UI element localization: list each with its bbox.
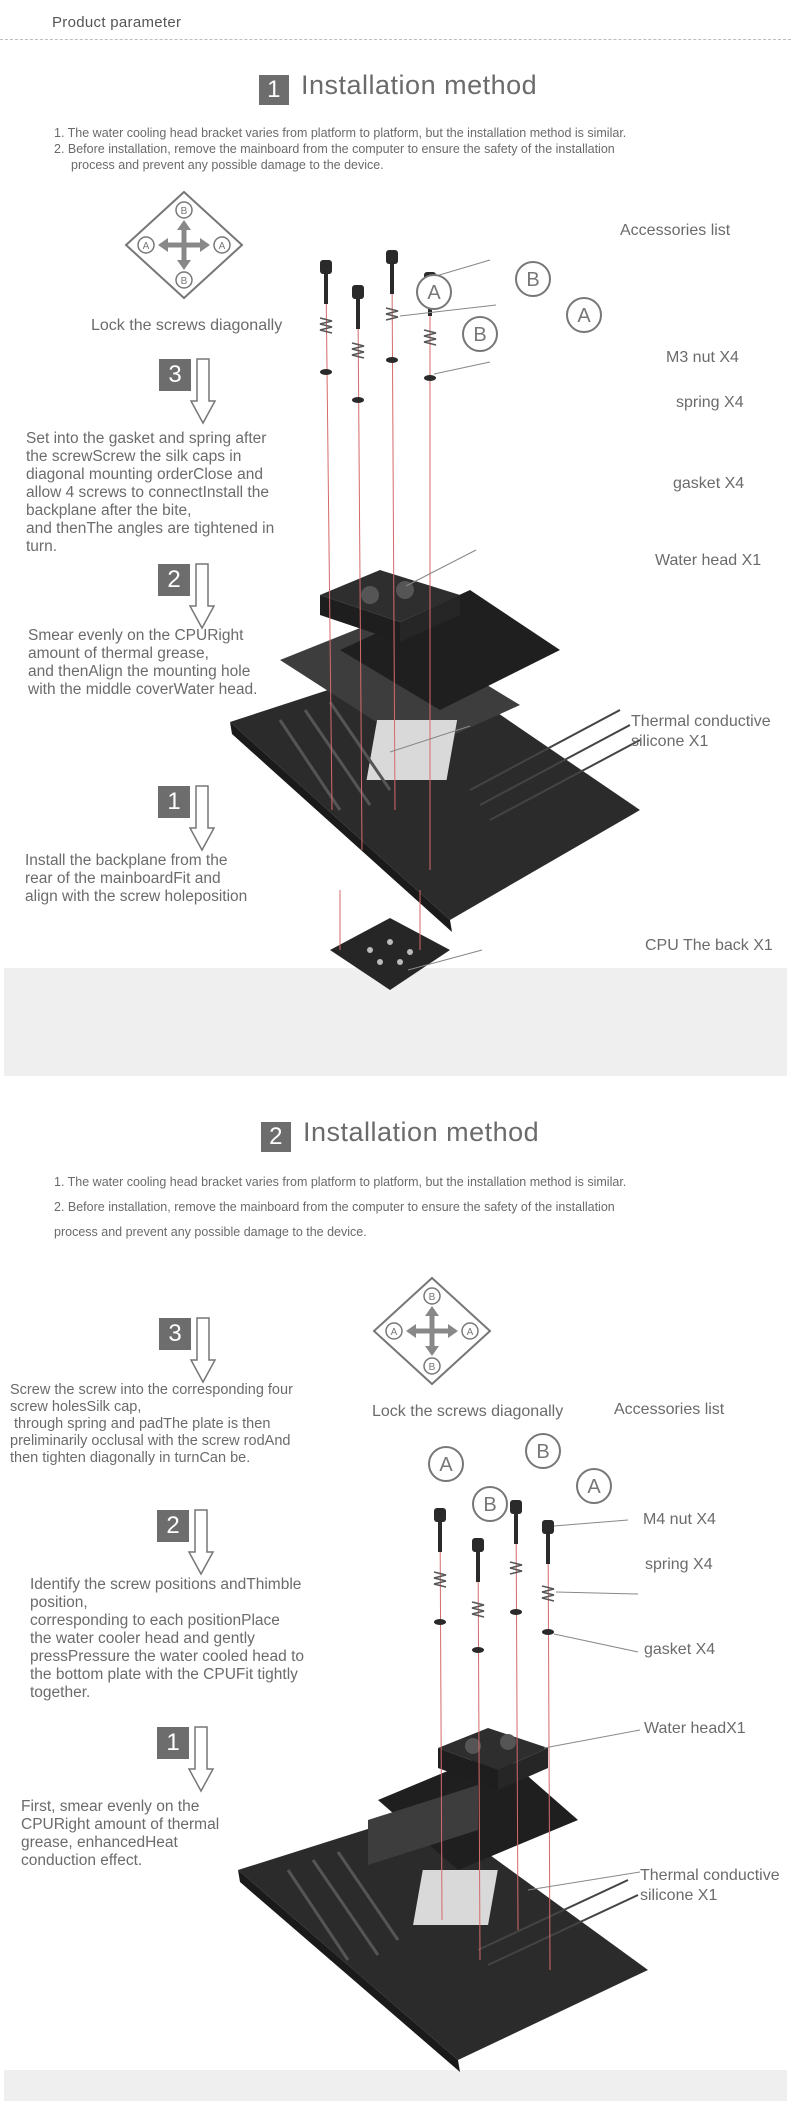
letter-b: B xyxy=(526,269,540,291)
section1-number: 1 xyxy=(259,75,289,105)
step-line: allow 4 screws to connectInstall the xyxy=(26,484,269,501)
part-label-gasket: gasket X4 xyxy=(673,475,745,492)
step-1-arrow-icon xyxy=(190,786,216,852)
step-line: Identify the screw positions andThimble xyxy=(30,1576,302,1593)
step-1-badge: 1 xyxy=(158,786,190,818)
step-line: turn. xyxy=(26,538,58,555)
screw-position-letters-2 xyxy=(426,1434,626,1524)
step-line: CPURight amount of thermal xyxy=(21,1816,220,1833)
letter-a: A xyxy=(427,282,441,304)
diagram-letter-b-top: B xyxy=(428,1292,436,1303)
letter-b: B xyxy=(483,1494,497,1516)
step-line: First, smear evenly on the xyxy=(21,1798,200,1815)
letter-a: A xyxy=(587,1476,601,1498)
step-line: through spring and padThe plate is then xyxy=(10,1416,271,1432)
section1-title-text: Installation method xyxy=(301,70,538,100)
step-line: together. xyxy=(30,1684,91,1701)
section2-title-text: Installation method xyxy=(303,1117,540,1147)
part-label-spring: spring X4 xyxy=(645,1556,713,1573)
step-2-arrow-icon xyxy=(190,564,216,630)
header-divider xyxy=(0,39,791,40)
step-line: the water cooler head and gently xyxy=(30,1630,255,1647)
step-3-badge: 3 xyxy=(159,1318,191,1350)
note-line: 1. The water cooling head bracket varies from platform to platform, but the installation method is similar. xyxy=(54,126,627,140)
step-1-badge: 1 xyxy=(157,1727,189,1759)
part-label-gasket: gasket X4 xyxy=(644,1641,716,1658)
part-label-thermal xyxy=(631,712,771,752)
step-line: Set into the gasket and spring after xyxy=(26,430,267,447)
part-label-thermal xyxy=(640,1866,780,1906)
part-label-water-head: Water head X1 xyxy=(655,552,762,569)
part-label-water-head: Water headX1 xyxy=(644,1720,746,1737)
step-line: screw holesSilk cap, xyxy=(10,1399,142,1415)
section2-footer-band xyxy=(4,2070,787,2101)
step-line: position, xyxy=(30,1594,88,1611)
accessories-list-label: Accessories list xyxy=(614,1401,725,1418)
thermal-label-line: Thermal conductive xyxy=(640,1867,780,1884)
step-line: and thenThe angles are tightened in xyxy=(26,520,275,537)
step-3-text xyxy=(10,1382,350,1467)
accessories-list-label: Accessories list xyxy=(620,222,731,239)
thermal-label-line: silicone X1 xyxy=(640,1887,718,1904)
step-line: Screw the screw into the corresponding four xyxy=(10,1382,293,1398)
section2-number: 2 xyxy=(261,1122,291,1152)
page-header-title: Product parameter xyxy=(52,14,182,31)
step-line: the screwScrew the silk caps in xyxy=(26,448,242,465)
step-line: backplane after the bite, xyxy=(26,502,192,519)
letter-b: B xyxy=(536,1441,550,1463)
section1-title xyxy=(259,70,537,105)
step-line: Smear evenly on the CPURight xyxy=(28,627,244,644)
step-line: preliminarily occlusal with the screw rodAnd xyxy=(10,1433,291,1449)
step-line: diagonal mounting orderClose and xyxy=(26,466,263,483)
diagram-letter-a-right: A xyxy=(218,241,226,252)
step-line: and thenAlign the mounting hole xyxy=(28,663,251,680)
step-line: conduction effect. xyxy=(21,1852,143,1869)
step-3-badge: 3 xyxy=(159,359,191,391)
step-line: grease, enhancedHeat xyxy=(21,1834,178,1851)
diagram-letter-a-left: A xyxy=(142,241,150,252)
step-2-arrow-icon xyxy=(189,1510,215,1576)
thermal-label-line: silicone X1 xyxy=(631,733,709,750)
lock-screws-label: Lock the screws diagonally xyxy=(91,317,283,334)
part-label-nut: M3 nut X4 xyxy=(666,349,739,366)
step-line: Install the backplane from the xyxy=(25,852,228,869)
step-2-badge: 2 xyxy=(158,564,190,596)
note-line: 2. Before installation, remove the mainboard from the computer to ensure the safety of the installation xyxy=(54,142,615,156)
diagonal-lock-diagram xyxy=(372,1276,492,1386)
exploded-view-illustration-2 xyxy=(228,1500,668,2040)
step-line: pressPressure the water cooled head to xyxy=(30,1648,304,1665)
step-line: with the middle coverWater head. xyxy=(28,681,258,698)
step-line: the bottom plate with the CPUFit tightly xyxy=(30,1666,298,1683)
part-label-cpu-back: CPU The back X1 xyxy=(645,937,773,954)
section2-title xyxy=(261,1117,539,1152)
step-1-arrow-icon xyxy=(189,1727,215,1793)
diagram-letter-a-right: A xyxy=(466,1327,474,1338)
section2-notes xyxy=(54,1170,626,1245)
step-3-arrow-icon xyxy=(191,1318,217,1384)
step-line: then tighten diagonally in turnCan be. xyxy=(10,1450,251,1466)
step-3-arrow-icon xyxy=(191,359,217,425)
step-line: corresponding to each positionPlace xyxy=(30,1612,280,1629)
diagram-letter-b-bottom: B xyxy=(428,1362,436,1373)
diagram-letter-a-left: A xyxy=(390,1327,398,1338)
step-line: amount of thermal grease, xyxy=(28,645,209,662)
lock-screws-label: Lock the screws diagonally xyxy=(372,1403,564,1420)
letter-a: A xyxy=(577,305,591,327)
letter-b: B xyxy=(473,324,487,346)
step-line: rear of the mainboardFit and xyxy=(25,870,221,887)
diagram-letter-b-top: B xyxy=(180,206,188,217)
screw-position-letters-1 xyxy=(414,262,614,352)
note-line: 2. Before installation, remove the mainboard from the computer to ensure the safety of the installation xyxy=(54,1200,615,1214)
part-label-nut: M4 nut X4 xyxy=(643,1511,716,1528)
letter-a: A xyxy=(439,1454,453,1476)
step-line: align with the screw holeposition xyxy=(25,888,248,905)
note-line: 1. The water cooling head bracket varies from platform to platform, but the installation method is similar. xyxy=(54,1175,627,1189)
diagram-letter-b-bottom: B xyxy=(180,276,188,287)
thermal-label-line: Thermal conductive xyxy=(631,713,771,730)
section1-notes xyxy=(54,125,626,173)
part-label-spring: spring X4 xyxy=(676,394,744,411)
note-line: process and prevent any possible damage to the device. xyxy=(71,158,384,172)
note-line: process and prevent any possible damage to the device. xyxy=(54,1225,367,1239)
exploded-view-illustration-1 xyxy=(220,250,660,1010)
step-2-badge: 2 xyxy=(157,1510,189,1542)
